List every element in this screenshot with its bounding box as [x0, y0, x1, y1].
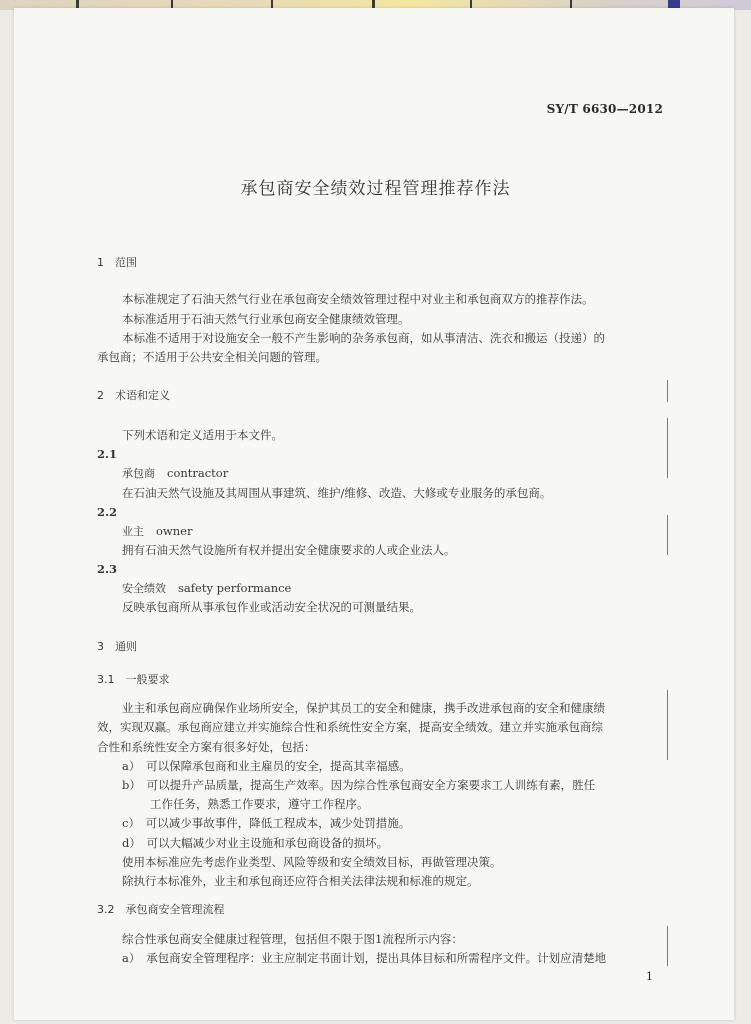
- term-title: [122, 581, 291, 596]
- paragraph: 本标准适用于石油天然气行业承包商安全健康绩效管理。: [122, 312, 410, 326]
- paragraph: a） 承包商安全管理程序：业主应制定书面计划，提出具体目标和所需程序文件。计划应清楚地: [122, 951, 607, 965]
- paragraph: 下列术语和定义适用于本文件。: [122, 428, 283, 442]
- subsection-heading: 3.2 承包商安全管理流程: [97, 903, 225, 916]
- list-item: c） 可以减少事故事件，降低工程成本，减少处罚措施。: [122, 816, 411, 830]
- paragraph: 承包商；不适用于公共安全相关问题的管理。: [97, 350, 327, 364]
- section-heading: 2 术语和定义: [97, 389, 170, 402]
- term-number: 2.3: [97, 562, 118, 576]
- revision-bar: [667, 690, 668, 760]
- section-heading: 3 通则: [97, 640, 137, 653]
- term-en: owner: [156, 524, 193, 538]
- list-item: a） 可以保障承包商和业主雇员的安全，提高其幸福感。: [122, 759, 411, 773]
- revision-bar: [667, 418, 668, 478]
- term-en: contractor: [167, 466, 229, 480]
- term-definition: 拥有石油天然气设施所有权并提出安全健康要求的人或企业法人。: [122, 543, 456, 557]
- paragraph: 效，实现双赢。承包商应建立并实施综合性和系统性安全方案，提高安全绩效。建立并实施承包商综: [97, 720, 603, 734]
- term-en: safety performance: [178, 581, 292, 595]
- term-zh: 业主: [122, 525, 144, 538]
- list-item: b） 可以提升产品质量，提高生产效率。因为综合性承包商安全方案要求工人训练有素，胜任: [122, 778, 596, 792]
- paragraph: 综合性承包商安全健康过程管理，包括但不限于图1流程所示内容：: [122, 932, 463, 946]
- revision-bar: [667, 926, 668, 966]
- subsection-heading: 3.1 一般要求: [97, 673, 170, 686]
- document-title: 承包商安全绩效过程管理推荐作法: [240, 179, 511, 199]
- term-zh: 安全绩效: [122, 582, 166, 595]
- section-heading: 1 范围: [97, 256, 137, 269]
- list-item: d） 可以大幅减少对业主设施和承包商设备的损坏。: [122, 836, 389, 850]
- paragraph: 合性和系统性安全方案有很多好处，包括：: [97, 740, 316, 754]
- term-definition: 在石油天然气设施及其周围从事建筑、维护/维修、改造、大修或专业服务的承包商。: [122, 486, 552, 500]
- paragraph: 除执行本标准外，业主和承包商还应符合相关法律法规和标准的规定。: [122, 874, 479, 888]
- term-title: [122, 466, 228, 481]
- term-number: 2.2: [97, 505, 118, 519]
- term-definition: 反映承包商所从事承包作业或活动安全状况的可测量结果。: [122, 600, 421, 614]
- list-item-continuation: 工作任务，熟悉工作要求，遵守工作程序。: [150, 797, 369, 811]
- term-title: [122, 524, 192, 539]
- paragraph: 本标准不适用于对设施安全一般不产生影响的杂务承包商，如从事清洁、洗衣和搬运（投递）的: [122, 331, 605, 345]
- paragraph: 使用本标准应先考虑作业类型、风险等级和安全绩效目标，再做管理决策。: [122, 855, 502, 869]
- term-number: 2.1: [97, 447, 118, 461]
- revision-bar: [667, 515, 668, 555]
- page-number: 1: [646, 970, 653, 983]
- term-zh: 承包商: [122, 467, 155, 480]
- paragraph: 本标准规定了石油天然气行业在承包商安全绩效管理过程中对业主和承包商双方的推荐作法。: [122, 292, 594, 306]
- revision-bar: [667, 380, 668, 402]
- standard-code: SY/T 6630—2012: [546, 102, 663, 116]
- paragraph: 业主和承包商应确保作业场所安全，保护其员工的安全和健康，携手改进承包商的安全和健康绩: [122, 701, 605, 715]
